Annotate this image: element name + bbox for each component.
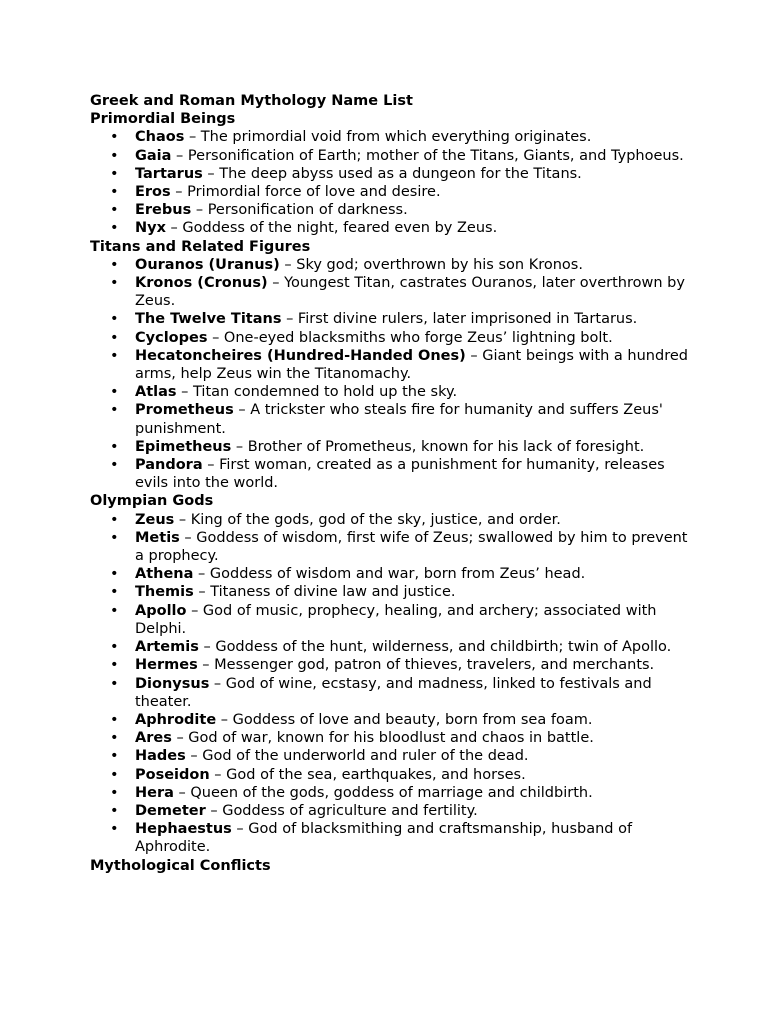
- bullet-icon: •: [110, 766, 119, 783]
- bullet-icon: •: [110, 602, 119, 619]
- list-item: [90, 602, 690, 638]
- entry-description: – First divine rulers, later imprisoned in Tartarus.: [281, 311, 638, 328]
- list-item: [90, 383, 690, 401]
- entry-term: The Twelve Titans: [135, 311, 282, 328]
- list-item: [90, 201, 690, 219]
- entry-description: – King of the gods, god of the sky, justice, and order.: [174, 511, 561, 528]
- list-item: [90, 128, 690, 146]
- entry-term: Dionysus: [135, 675, 210, 692]
- entry-term: Tartarus: [135, 165, 203, 182]
- list-item: [90, 529, 690, 565]
- bullet-icon: •: [110, 311, 119, 328]
- bullet-icon: •: [110, 384, 119, 401]
- list-item: [90, 656, 690, 674]
- list-item: [90, 784, 690, 802]
- bullet-icon: •: [110, 347, 119, 364]
- bullet-icon: •: [110, 511, 119, 528]
- bullet-icon: •: [110, 165, 119, 182]
- list-item: [90, 401, 690, 437]
- entry-list: [90, 256, 690, 493]
- bullet-icon: •: [110, 802, 119, 819]
- entry-description: – The deep abyss used as a dungeon for the Titans.: [202, 165, 582, 182]
- entry-description: – Giant beings with a hundred arms, help Zeus win the Titanomachy.: [135, 347, 688, 383]
- section-list: [90, 110, 690, 875]
- list-item: [90, 711, 690, 729]
- entry-description: – The primordial void from which everything originates.: [184, 129, 592, 146]
- entry-description: – Personification of Earth; mother of the Titans, Giants, and Typhoeus.: [171, 147, 684, 164]
- bullet-icon: •: [110, 129, 119, 146]
- bullet-icon: •: [110, 566, 119, 583]
- entry-description: – Goddess of agriculture and fertility.: [205, 802, 478, 819]
- entry-term: Hera: [135, 784, 174, 801]
- entry-term: Nyx: [135, 220, 166, 237]
- entry-term: Metis: [135, 529, 180, 546]
- section-heading: Primordial Beings: [90, 111, 236, 128]
- entry-description: – God of wine, ecstasy, and madness, linked to festivals and theater.: [135, 675, 652, 710]
- entry-term: Zeus: [135, 511, 175, 528]
- entry-term: Demeter: [135, 802, 206, 819]
- entry-list: [90, 511, 690, 857]
- list-item: [90, 183, 690, 201]
- list-item: [90, 456, 690, 492]
- entry-list: [90, 128, 690, 237]
- list-item: [90, 347, 690, 383]
- section-heading: Olympian Gods: [90, 493, 214, 510]
- section-heading: Titans and Related Figures: [90, 238, 311, 255]
- entry-description: – Goddess of love and beauty, born from sea foam.: [216, 711, 593, 728]
- entry-term: Ouranos (Uranus): [135, 256, 280, 273]
- list-item: [90, 583, 690, 601]
- list-item: [90, 675, 690, 711]
- entry-description: – Personification of darkness.: [191, 202, 408, 219]
- entry-description: – Goddess of wisdom, first wife of Zeus; swallowed by him to prevent a prophecy.: [135, 529, 688, 565]
- entry-description: – Sky god; overthrown by his son Kronos.: [279, 256, 583, 273]
- entry-description: – Titaness of divine law and justice.: [193, 584, 456, 601]
- list-item: [90, 165, 690, 183]
- entry-term: Epimetheus: [135, 438, 232, 455]
- entry-description: – God of war, known for his bloodlust and chaos in battle.: [171, 730, 594, 747]
- bullet-icon: •: [110, 821, 119, 838]
- bullet-icon: •: [110, 711, 119, 728]
- entry-term: Hades: [135, 748, 186, 765]
- bullet-icon: •: [110, 329, 119, 346]
- bullet-icon: •: [110, 147, 119, 164]
- entry-description: – Goddess of wisdom and war, born from Zeus’ head.: [193, 566, 586, 583]
- list-item: [90, 219, 690, 237]
- entry-term: Pandora: [135, 457, 203, 474]
- bullet-icon: •: [110, 256, 119, 273]
- bullet-icon: •: [110, 675, 119, 692]
- bullet-icon: •: [110, 402, 119, 419]
- entry-term: Poseidon: [135, 766, 210, 783]
- entry-term: Hermes: [135, 657, 198, 674]
- entry-description: – God of blacksmithing and craftsmanship, husband of Aphrodite.: [135, 821, 633, 856]
- list-item: [90, 766, 690, 784]
- entry-term: Eros: [135, 184, 171, 201]
- bullet-icon: •: [110, 730, 119, 747]
- bullet-icon: •: [110, 584, 119, 601]
- list-item: [90, 747, 690, 765]
- bullet-icon: •: [110, 202, 119, 219]
- entry-description: – Brother of Prometheus, known for his lack of foresight.: [231, 438, 645, 455]
- entry-term: Atlas: [135, 384, 177, 401]
- entry-term: Artemis: [135, 639, 199, 656]
- entry-description: – First woman, created as a punishment for humanity, releases evils into the world.: [135, 457, 665, 492]
- entry-description: – Titan condemned to hold up the sky.: [176, 384, 458, 401]
- entry-term: Apollo: [135, 602, 187, 619]
- entry-term: Chaos: [135, 129, 185, 146]
- bullet-icon: •: [110, 438, 119, 455]
- list-item: [90, 329, 690, 347]
- list-item: [90, 256, 690, 274]
- entry-description: – Goddess of the hunt, wilderness, and childbirth; twin of Apollo.: [198, 639, 672, 656]
- list-item: [90, 802, 690, 820]
- entry-description: – Primordial force of love and desire.: [170, 184, 441, 201]
- entry-term: Hephaestus: [135, 821, 232, 838]
- section-heading: Mythological Conflicts: [90, 857, 271, 874]
- entry-term: Hecatoncheires (Hundred-Handed Ones): [135, 347, 466, 364]
- entry-term: Prometheus: [135, 402, 234, 419]
- entry-description: – One-eyed blacksmiths who forge Zeus’ lightning bolt.: [207, 329, 613, 346]
- bullet-icon: •: [110, 457, 119, 474]
- entry-description: – God of the sea, earthquakes, and horses.: [209, 766, 526, 783]
- list-item: [90, 820, 690, 856]
- entry-term: Erebus: [135, 202, 192, 219]
- entry-description: – Messenger god, patron of thieves, travelers, and merchants.: [197, 657, 655, 674]
- bullet-icon: •: [110, 639, 119, 656]
- list-item: [90, 729, 690, 747]
- entry-description: – God of music, prophecy, healing, and archery; associated with Delphi.: [135, 602, 657, 637]
- list-item: [90, 565, 690, 583]
- list-item: [90, 511, 690, 529]
- entry-term: Gaia: [135, 147, 172, 164]
- entry-description: – God of the underworld and ruler of the dead.: [185, 748, 529, 765]
- entry-term: Kronos (Cronus): [135, 275, 268, 292]
- bullet-icon: •: [110, 184, 119, 201]
- bullet-icon: •: [110, 275, 119, 292]
- list-item: [90, 638, 690, 656]
- bullet-icon: •: [110, 784, 119, 801]
- entry-description: – A trickster who steals fire for humanity and suffers Zeus' punishment.: [135, 402, 663, 437]
- entry-description: – Youngest Titan, castrates Ouranos, later overthrown by Zeus.: [135, 275, 685, 310]
- entry-description: – Goddess of the night, feared even by Zeus.: [165, 220, 498, 237]
- list-item: [90, 147, 690, 165]
- bullet-icon: •: [110, 748, 119, 765]
- entry-term: Athena: [135, 566, 194, 583]
- entry-term: Aphrodite: [135, 711, 217, 728]
- entry-description: – Queen of the gods, goddess of marriage and childbirth.: [173, 784, 593, 801]
- list-item: [90, 274, 690, 310]
- list-item: [90, 438, 690, 456]
- entry-term: Ares: [135, 730, 172, 747]
- bullet-icon: •: [110, 529, 119, 546]
- document-title: Greek and Roman Mythology Name List: [90, 93, 413, 109]
- entry-term: Cyclopes: [135, 329, 208, 346]
- bullet-icon: •: [110, 220, 119, 237]
- list-item: [90, 310, 690, 328]
- entry-term: Themis: [135, 584, 194, 601]
- document-body: [90, 92, 690, 875]
- bullet-icon: •: [110, 657, 119, 674]
